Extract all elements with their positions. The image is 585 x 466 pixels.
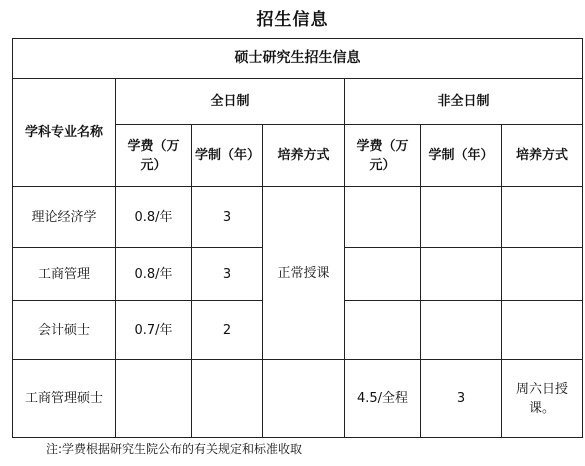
cell-pt-fee: 4.5/全程 [345,360,421,438]
header-ft-mode: 培养方式 [263,125,345,187]
cell-subject: 理论经济学 [13,187,116,248]
table-row [13,187,583,248]
cell-pt-fee [345,248,421,301]
cell-pt-years [421,248,502,301]
cell-pt-fee [345,301,421,360]
header-ft-years: 学制（年） [192,125,263,187]
cell-pt-years: 3 [421,360,502,438]
cell-ft-years [192,360,263,438]
cell-pt-mode [502,187,583,248]
cell-ft-years: 3 [192,187,263,248]
header-pt-years: 学制（年） [421,125,502,187]
header-subject: 学科专业名称 [13,79,116,187]
table-caption: 硕士研究生招生信息 [13,39,583,79]
cell-pt-years [421,187,502,248]
header-ft-fee: 学费（万元） [116,125,192,187]
table-caption-row [13,39,583,79]
cell-ft-fee: 0.7/年 [116,301,192,360]
cell-pt-mode [502,248,583,301]
cell-pt-mode: 周六日授课。 [502,360,583,438]
footnote: 注:学费根据研究生院公布的有关规定和标准收取 [46,442,303,456]
header-pt-mode: 培养方式 [502,125,583,187]
cell-pt-fee [345,187,421,248]
cell-pt-years [421,301,502,360]
header-fulltime: 全日制 [116,79,345,125]
cell-ft-fee [116,360,192,438]
table-header-row [13,79,583,125]
cell-ft-fee: 0.8/年 [116,187,192,248]
cell-ft-years: 2 [192,301,263,360]
cell-subject: 会计硕士 [13,301,116,360]
cell-ft-years: 3 [192,248,263,301]
cell-pt-mode [502,301,583,360]
cell-subject: 工商管理 [13,248,116,301]
cell-ft-mode-shared: 正常授课 [263,187,345,360]
header-parttime: 非全日制 [345,79,583,125]
table-row [13,360,583,438]
admission-table [12,38,583,438]
header-pt-fee: 学费（万元） [345,125,421,187]
cell-ft-mode [263,360,345,438]
cell-subject: 工商管理硕士 [13,360,116,438]
cell-ft-fee: 0.8/年 [116,248,192,301]
page-title: 招生信息 [256,10,329,30]
